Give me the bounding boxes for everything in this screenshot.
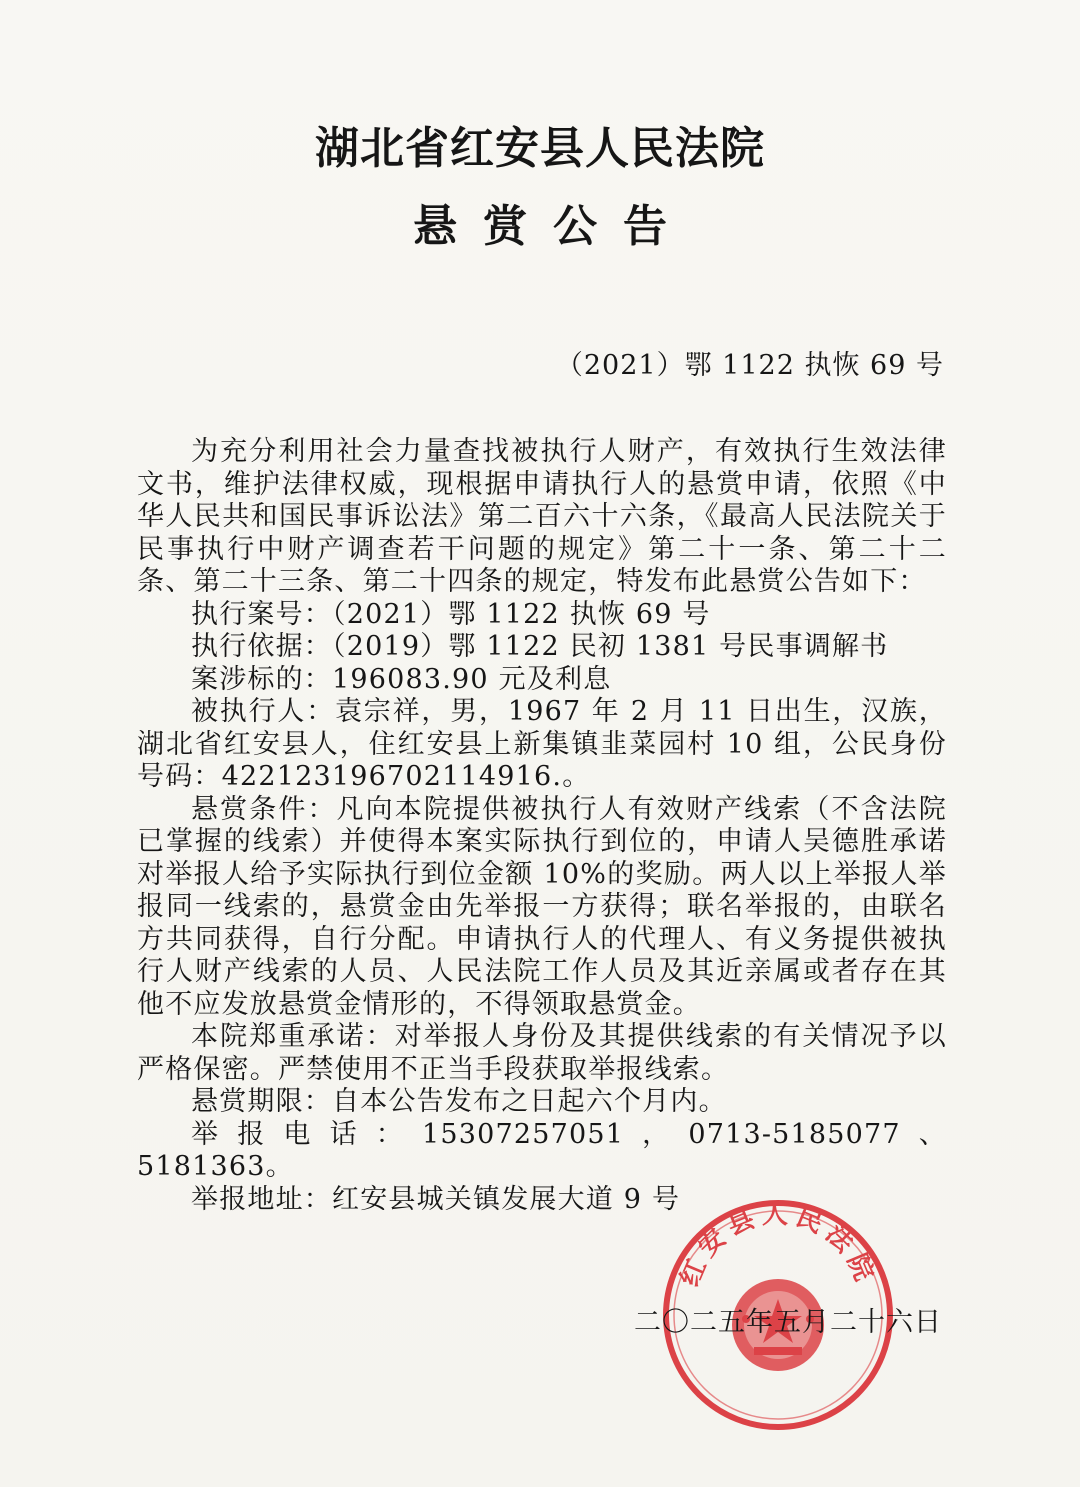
field-promise: 本院郑重承诺：对举报人身份及其提供线索的有关情况予以严格保密。严禁使用不正当手段获取举报线索。 [137, 1021, 947, 1085]
field-amount: 案涉标的：196083.90 元及利息 [191, 663, 612, 695]
notice-body [137, 436, 947, 1216]
field-period: 悬赏期限：自本公告发布之日起六个月内。 [191, 1086, 727, 1117]
field-conditions: 悬赏条件：凡向本院提供被执行人有效财产线索（不含法院已掌握的线索）并使得本案实际执行到位的，申请人吴德胜承诺对举报人给予实际执行到位金额 10%的奖励。两人以上举报人举报同一线索的，悬赏金由先举报一方获得；联名举报的，由联名方共同获得，自行分配。申请执行人的代理人、有义务提供被执行人财产线索的人员、人民法院工作人员及其近亲属或者存在其他不应发放悬赏金情形的，不得领取悬赏金。 [137, 793, 947, 1020]
document-title: 悬赏公告 [413, 201, 693, 252]
seal-text: 红安县人民法院 [675, 1200, 881, 1291]
field-phone: 举报电话：15307257051，0713-5185077、5181363。 [137, 1118, 947, 1182]
field-address: 举报地址：红安县城关镇发展大道 9 号 [191, 1183, 681, 1215]
svg-text:红安县人民法院 [675, 1200, 881, 1291]
field-person: 被执行人：袁宗祥，男，1967 年 2 月 11 日出生，汉族，湖北省红安县人，住红安县上新集镇韭菜园村 10 组，公民身份号码：422123196702114916.。 [137, 696, 947, 792]
field-basis: 执行依据：（2019）鄂 1122 民初 1381 号民事调解书 [191, 631, 889, 662]
court-name: 湖北省红安县人民法院 [315, 123, 765, 174]
intro-paragraph: 为充分利用社会力量查找被执行人财产，有效执行生效法律文书，维护法律权威，现根据申请执行人的悬赏申请，依照《中华人民共和国民事诉讼法》第二百六十六条，《最高人民法院关于民事执行中财产调查若干问题的规定》第二十一条、第二十二条、第二十三条、第二十四条的规定，特发布此悬赏公告如下： [137, 436, 947, 597]
issue-date: 二〇二五年五月二十六日 [634, 1307, 942, 1338]
field-case-no: 执行案号：（2021）鄂 1122 执恢 69 号 [191, 598, 711, 630]
case-number: （2021）鄂 1122 执恢 69 号 [555, 350, 944, 381]
